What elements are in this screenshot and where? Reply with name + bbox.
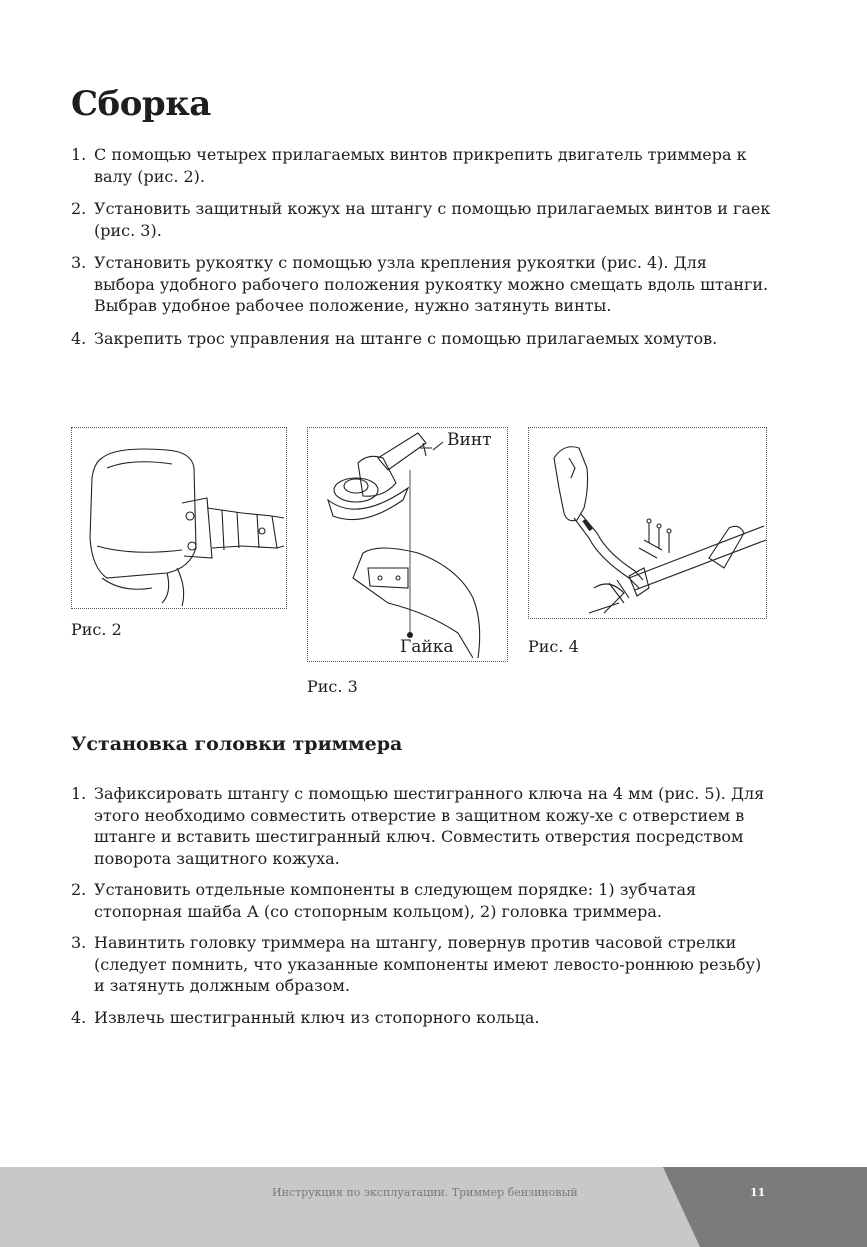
list-text: Извлечь шестигранный ключ из стопорного кольца. xyxy=(94,1007,540,1027)
list-item xyxy=(71,198,771,241)
list-number: 1. xyxy=(71,145,87,164)
list-item xyxy=(71,783,771,869)
footer-text: Инструкция по эксплуатации. Триммер бензиновый xyxy=(272,1186,578,1199)
figure-3-guard-mount xyxy=(307,427,508,662)
figure-4-handle-mount xyxy=(528,427,767,619)
list-text: Навинтить головку триммера на штангу, повернув против часовой стрелки (следует помнить, что указанные компоненты имеют левосто-роннюю резьбу) и затянуть должным образом. xyxy=(94,933,762,995)
list-number: 1. xyxy=(71,784,87,803)
list-text: Закрепить трос управления на штанге с помощью прилагаемых хомутов. xyxy=(94,328,718,348)
list-item xyxy=(71,328,771,350)
list-number: 2. xyxy=(71,880,87,899)
assembly-steps-list xyxy=(71,144,771,360)
section-title-trimmer-head: Установка головки триммера xyxy=(71,733,403,755)
head-install-steps-list xyxy=(71,783,771,1038)
figure-3-label-nut: Гайка xyxy=(400,637,454,657)
list-number: 4. xyxy=(71,1007,87,1027)
list-text: Установить отдельные компоненты в следующем порядке: 1) зубчатая стопорная шайба А (со стопорным кольцом), 2) головка триммера. xyxy=(94,880,697,921)
page-title: Сборка xyxy=(71,84,211,124)
figure-3-caption: Рис. 3 xyxy=(307,677,358,696)
list-item xyxy=(71,252,771,317)
list-text: Установить защитный кожух на штангу с помощью прилагаемых винтов и гаек (рис. 3). xyxy=(94,199,771,240)
list-text: Установить рукоятку с помощью узла крепления рукоятки (рис. 4). Для выбора удобного рабочего положения рукоятку можно смещать вдоль штанги. Выбрав удобное рабочее положение, нужно затянуть винты. xyxy=(94,253,769,315)
list-text: Зафиксировать штангу с помощью шестигранного ключа на 4 мм (рис. 5). Для этого необходимо совместить отверстие в защитном кожу-хе с отверстием в штанге и вставить шестигранный ключ. Совместить отверстия посредством поворота защитного кожуха. xyxy=(94,784,765,868)
list-item xyxy=(71,144,771,187)
list-number: 2. xyxy=(71,199,87,218)
figure-3-label-screw: Винт xyxy=(447,430,492,450)
list-number: 3. xyxy=(71,933,87,952)
figure-2-caption: Рис. 2 xyxy=(71,620,122,639)
figure-4-caption: Рис. 4 xyxy=(528,637,579,656)
footer-band xyxy=(0,1167,867,1247)
list-item xyxy=(71,879,771,922)
page-number: 11 xyxy=(750,1186,766,1199)
list-item xyxy=(71,932,771,997)
list-number: 4. xyxy=(71,328,87,348)
figure-2-engine-mount xyxy=(71,427,287,609)
list-item xyxy=(71,1007,771,1029)
list-text: С помощью четырех прилагаемых винтов прикрепить двигатель триммера к валу (рис. 2). xyxy=(94,145,747,186)
list-number: 3. xyxy=(71,253,87,272)
